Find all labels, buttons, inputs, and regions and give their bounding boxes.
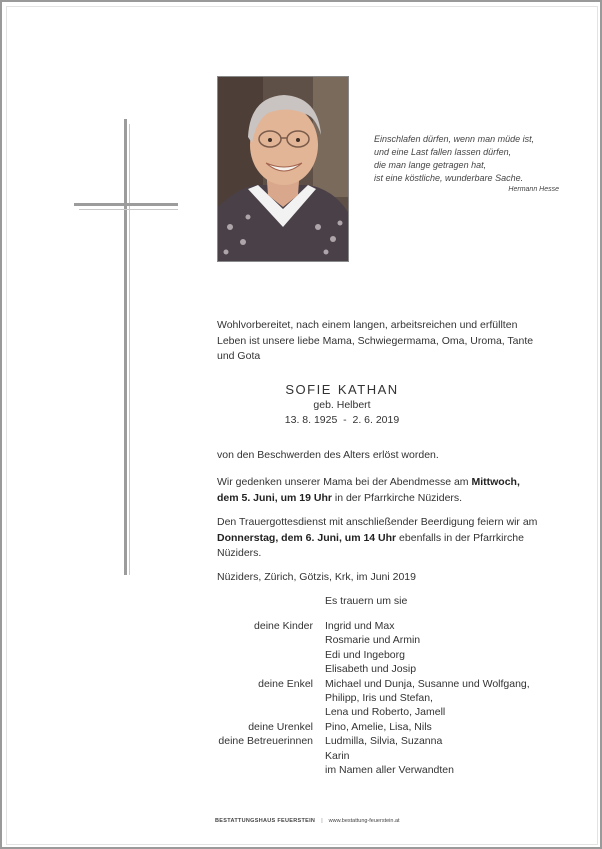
mourner-role: deine Betreuerinnen — [218, 735, 313, 748]
poem-line: und eine Last fallen lassen dürfen, — [374, 147, 512, 157]
cross-horizontal-shadow — [79, 209, 178, 210]
funeral-home-name: BESTATTUNGSHAUS FEUERSTEIN — [215, 818, 316, 824]
mourner-name: im Namen aller Verwandten — [325, 764, 454, 777]
mass-day: Mittwoch, — [471, 476, 520, 488]
cross-vertical-shadow — [129, 124, 130, 575]
last-name: KATHAN — [337, 382, 399, 397]
mourners-list — [182, 619, 582, 777]
mourner-role: deine Kinder — [254, 620, 313, 632]
mass-location: in der Pfarrkirche Nüziders. — [334, 491, 463, 504]
mourner-group — [182, 720, 582, 734]
mourner-names — [325, 619, 582, 677]
poem-line: ist eine köstliche, wunderbare Sache. — [374, 173, 524, 183]
poem-author: Hermann Hesse — [508, 186, 559, 193]
mourner-names — [325, 677, 582, 720]
mourner-name: Ludmilla, Silvia, Suzanna — [325, 735, 443, 748]
funeral-location-town: Nüziders. — [217, 547, 262, 559]
release-text: von den Beschwerden des Alters erlöst worden. — [217, 449, 439, 461]
mourner-role: deine Urenkel — [248, 720, 313, 733]
mourner-name: Ingrid und Max — [325, 620, 395, 632]
mourner-group — [182, 734, 582, 777]
place-date: Nüziders, Zürich, Götzis, Krk, im Juni 2019 — [217, 571, 416, 583]
poem-line: die man lange getragen hat, — [374, 160, 487, 170]
memorial-poem — [374, 133, 574, 195]
mourner-role: deine Enkel — [258, 677, 313, 690]
mass-date-time: dem 5. Juni, um 19 Uhr — [217, 491, 332, 504]
deceased-name — [217, 382, 467, 397]
deceased-photo — [217, 76, 349, 262]
mourner-name: Rosmarie und Armin — [325, 634, 421, 647]
mourner-name: Lena und Roberto, Jamell — [325, 706, 446, 719]
mourner-name: Edi und Ingeborg — [325, 648, 405, 661]
cross-vertical-bar — [124, 119, 127, 575]
funeral-text: Den Trauergottesdienst mit anschließender Beerdigung feiern wir am — [217, 516, 538, 528]
funeral-paragraph — [217, 515, 557, 562]
mourner-name: Karin — [325, 749, 350, 762]
mourner-name: Philipp, Iris und Stefan, — [325, 692, 433, 705]
intro-line: und Gota — [217, 350, 261, 362]
intro-line: Leben ist unsere liebe Mama, Schwiegermama, Oma, Uroma, Tante — [217, 334, 534, 347]
mourner-names — [325, 720, 582, 734]
intro-paragraph — [217, 318, 557, 365]
mourner-name: Michael und Dunja, Susanne und Wolfgang, — [325, 677, 530, 690]
mourner-group — [182, 619, 582, 677]
poem-line: Einschlafen dürfen, wenn man müde ist, — [374, 134, 535, 144]
funeral-location: ebenfalls in der Pfarrkirche — [399, 531, 524, 544]
mourner-name: Pino, Amelie, Lisa, Nils — [325, 720, 432, 733]
birth-name: geb. Helbert — [313, 399, 371, 411]
life-dates: 13. 8. 1925 - 2. 6. 2019 — [284, 414, 400, 426]
funeral-date-time: Donnerstag, dem 6. Juni, um 14 Uhr — [217, 531, 397, 544]
mourner-group — [182, 677, 582, 720]
cross-horizontal-bar — [74, 203, 178, 206]
intro-line: Wohlvorbereitet, nach einem langen, arbeitsreichen und erfüllten — [217, 319, 518, 331]
mourners-heading: Es trauern um sie — [325, 595, 408, 607]
mass-text: Wir gedenken unserer Mama bei der Abendmesse am — [217, 476, 469, 488]
footer-separator: | — [321, 818, 323, 824]
funeral-home-url[interactable]: www.bestattung-feuerstein.at — [328, 818, 400, 824]
mourner-name: Elisabeth und Josip — [325, 663, 417, 676]
mourner-names — [325, 734, 582, 777]
first-name: SOFIE — [285, 382, 332, 397]
footer — [215, 818, 400, 824]
mass-paragraph — [217, 475, 557, 506]
